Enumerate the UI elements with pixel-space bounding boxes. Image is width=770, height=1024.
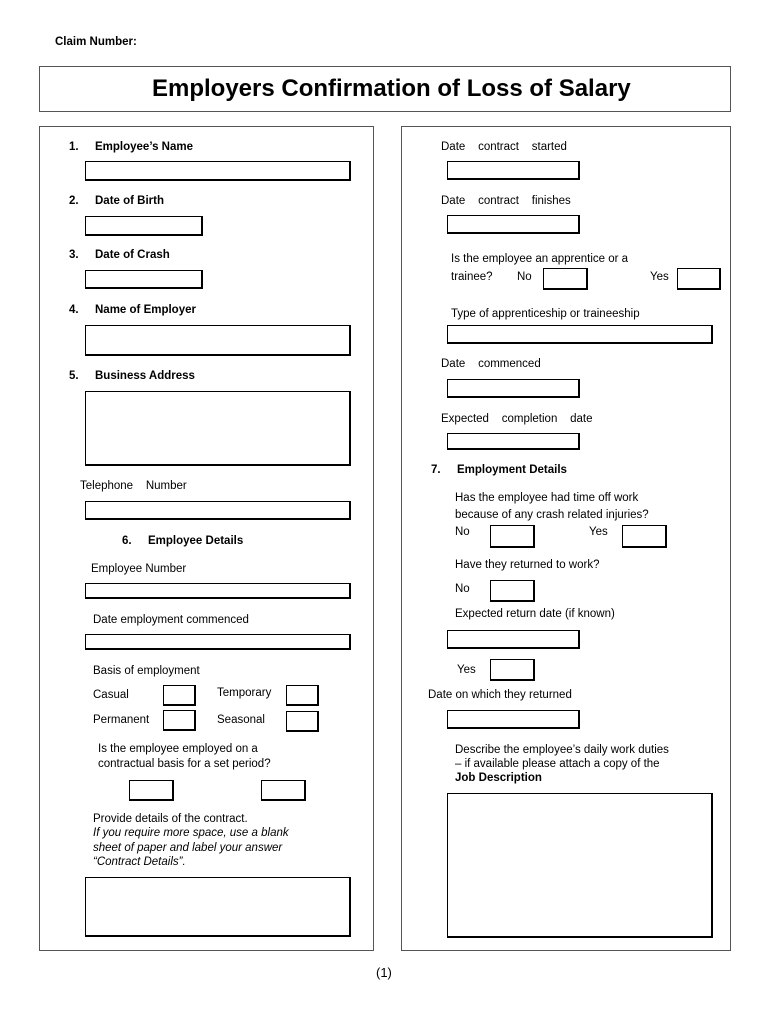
contract-details-field[interactable]	[85, 877, 351, 937]
section-6-heading: 6. Employee Details	[122, 535, 244, 547]
date-employment-label: Date employment commenced	[93, 614, 249, 626]
section-2-heading: 2. Date of Birth	[69, 195, 164, 207]
returned-no-label: No	[455, 583, 470, 595]
timeoff-question-line-2: because of any crash related injuries?	[455, 509, 649, 521]
section-4-heading: 4. Name of Employer	[69, 304, 196, 316]
section-3-heading: 3. Date of Crash	[69, 249, 170, 261]
basis-label: Basis of employment	[93, 665, 200, 677]
apprentice-question-line-1: Is the employee an apprentice or a	[451, 253, 629, 265]
date-employment-field[interactable]	[85, 634, 351, 650]
duties-line-3: Job Description	[455, 772, 542, 784]
seasonal-label: Seasonal	[217, 714, 265, 726]
contract-finishes-label: Date contract finishes	[441, 195, 571, 207]
business-address-field[interactable]	[85, 391, 351, 466]
date-commenced-field[interactable]	[447, 379, 580, 398]
contract-yes-checkbox[interactable]	[261, 780, 306, 801]
duties-line-2: – if available please attach a copy of the	[455, 758, 660, 770]
expected-return-label: Expected return date (if known)	[455, 608, 615, 620]
instruction-line-1: If you require more space, use a blank	[93, 827, 289, 839]
returned-no-checkbox[interactable]	[490, 580, 535, 602]
date-commenced-label: Date commenced	[441, 358, 541, 370]
claim-number-label: Claim Number:	[55, 36, 137, 48]
duties-line-1: Describe the employee’s daily work duties	[455, 744, 669, 756]
seasonal-checkbox[interactable]	[286, 711, 319, 732]
contract-started-label: Date contract started	[441, 141, 567, 153]
page-title: Employers Confirmation of Loss of Salary	[152, 75, 631, 102]
employee-name-field[interactable]	[85, 161, 351, 181]
telephone-label: Telephone Number	[80, 480, 187, 492]
timeoff-no-checkbox[interactable]	[490, 525, 535, 548]
expected-completion-field[interactable]	[447, 433, 580, 450]
instruction-line-2: sheet of paper and label your answer	[93, 842, 283, 854]
apprentice-no-checkbox[interactable]	[543, 268, 588, 290]
casual-label: Casual	[93, 689, 129, 701]
apprentice-question-line-2: trainee?	[451, 271, 493, 283]
date-of-crash-field[interactable]	[85, 270, 203, 289]
instruction-line-3: “Contract Details”.	[93, 856, 186, 868]
date-returned-field[interactable]	[447, 710, 580, 729]
contract-question-line-2: contractual basis for a set period?	[98, 758, 271, 770]
section-1-heading: 1. Employee’s Name	[69, 141, 194, 153]
timeoff-yes-checkbox[interactable]	[622, 525, 667, 548]
contract-no-checkbox[interactable]	[129, 780, 174, 801]
temporary-label: Temporary	[217, 687, 272, 699]
expected-completion-label: Expected completion date	[441, 413, 593, 425]
employer-name-field[interactable]	[85, 325, 351, 356]
contract-finishes-field[interactable]	[447, 215, 580, 234]
employee-number-field[interactable]	[85, 583, 351, 599]
timeoff-no-label: No	[455, 526, 470, 538]
temporary-checkbox[interactable]	[286, 685, 319, 706]
apprentice-yes-checkbox[interactable]	[677, 268, 721, 290]
casual-checkbox[interactable]	[163, 685, 196, 706]
telephone-field[interactable]	[85, 501, 351, 520]
work-duties-field[interactable]	[447, 793, 713, 938]
page-number: (1)	[376, 965, 392, 980]
returned-yes-checkbox[interactable]	[490, 659, 535, 681]
returned-question: Have they returned to work?	[455, 559, 600, 571]
expected-return-field[interactable]	[447, 630, 580, 649]
apprenticeship-type-field[interactable]	[447, 325, 713, 344]
timeoff-question-line-1: Has the employee had time off work	[455, 492, 639, 504]
apprentice-no-label: No	[517, 271, 532, 283]
timeoff-yes-label: Yes	[589, 526, 608, 538]
date-of-birth-field[interactable]	[85, 216, 203, 236]
permanent-label: Permanent	[93, 714, 150, 726]
date-returned-label: Date on which they returned	[428, 689, 572, 701]
employee-number-label: Employee Number	[91, 563, 187, 575]
contract-started-field[interactable]	[447, 161, 580, 180]
section-7-heading: 7. Employment Details	[431, 464, 567, 476]
apprentice-yes-label: Yes	[650, 271, 669, 283]
returned-yes-label: Yes	[457, 664, 476, 676]
apprenticeship-type-label: Type of apprenticeship or traineeship	[451, 308, 640, 320]
contract-question-line-1: Is the employee employed on a	[98, 743, 258, 755]
section-5-heading: 5. Business Address	[69, 370, 195, 382]
provide-details-label: Provide details of the contract.	[93, 813, 248, 825]
permanent-checkbox[interactable]	[163, 710, 196, 731]
